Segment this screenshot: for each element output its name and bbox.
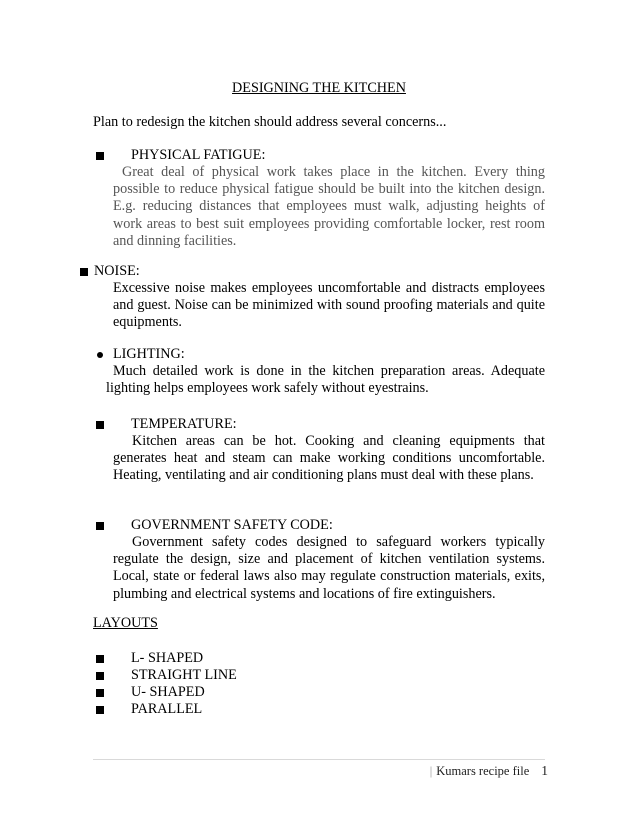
page-number: 1 — [541, 763, 548, 778]
section-heading-temperature: TEMPERATURE: — [131, 416, 237, 432]
square-bullet-icon — [96, 672, 104, 680]
footer-text: Kumars recipe file — [436, 764, 530, 778]
footer-divider — [93, 759, 545, 760]
square-bullet-icon — [96, 689, 104, 697]
section-heading-noise: NOISE: — [94, 263, 140, 279]
layout-item: PARALLEL — [131, 701, 203, 717]
section-body-government-safety-code: Government safety codes designed to safeguard workers typically regulate the design, size and placement of kitchen ventilation systems. Local, state or federal laws also may regulate construction materials, exits, plumbing and electrical systems and locations of fire extinguishers. — [113, 534, 545, 602]
square-bullet-icon — [80, 268, 88, 276]
intro-text: Plan to redesign the kitchen should address several concerns... — [93, 114, 447, 130]
section-body-temperature: Kitchen areas can be hot. Cooking and cleaning equipments that generates heat and steam can make working conditions uncomfortable. Heating, ventilating and air conditioning plans must deal with these plans. — [113, 433, 545, 484]
square-bullet-icon — [96, 655, 104, 663]
square-bullet-icon — [96, 706, 104, 714]
section-heading-lighting: LIGHTING: — [113, 346, 185, 362]
section-body-noise: Excessive noise makes employees uncomfortable and distracts employees and guest. Noise can be minimized with sound proofing materials and quite equipments. — [113, 280, 545, 331]
layout-item: L- SHAPED — [131, 650, 204, 666]
square-bullet-icon — [96, 522, 104, 530]
layout-item: U- SHAPED — [131, 684, 205, 700]
square-bullet-icon — [96, 152, 104, 160]
layouts-heading: LAYOUTS — [93, 615, 158, 631]
section-body-physical-fatigue: Great deal of physical work takes place in the kitchen. Every thing possible to reduce physical fatigue should be built into the kitchen design. E.g. reducing distances that employees must walk, adjusting heights of work areas to best suit employees providing comfortable locker, rest room and dinning facilities. — [113, 164, 545, 249]
section-body-lighting: Much detailed work is done in the kitchen preparation areas. Adequate lighting helps employees work safely without eyestrains. — [106, 363, 545, 397]
section-heading-physical-fatigue: PHYSICAL FATIGUE: — [131, 147, 266, 163]
document-title: DESIGNING THE KITCHEN — [232, 80, 406, 96]
page-footer — [0, 762, 548, 780]
square-bullet-icon — [96, 421, 104, 429]
dot-bullet-icon — [97, 352, 103, 358]
layout-item: STRAIGHT LINE — [131, 667, 237, 683]
footer-separator: | — [429, 764, 433, 778]
section-heading-government-safety-code: GOVERNMENT SAFETY CODE: — [131, 517, 333, 533]
